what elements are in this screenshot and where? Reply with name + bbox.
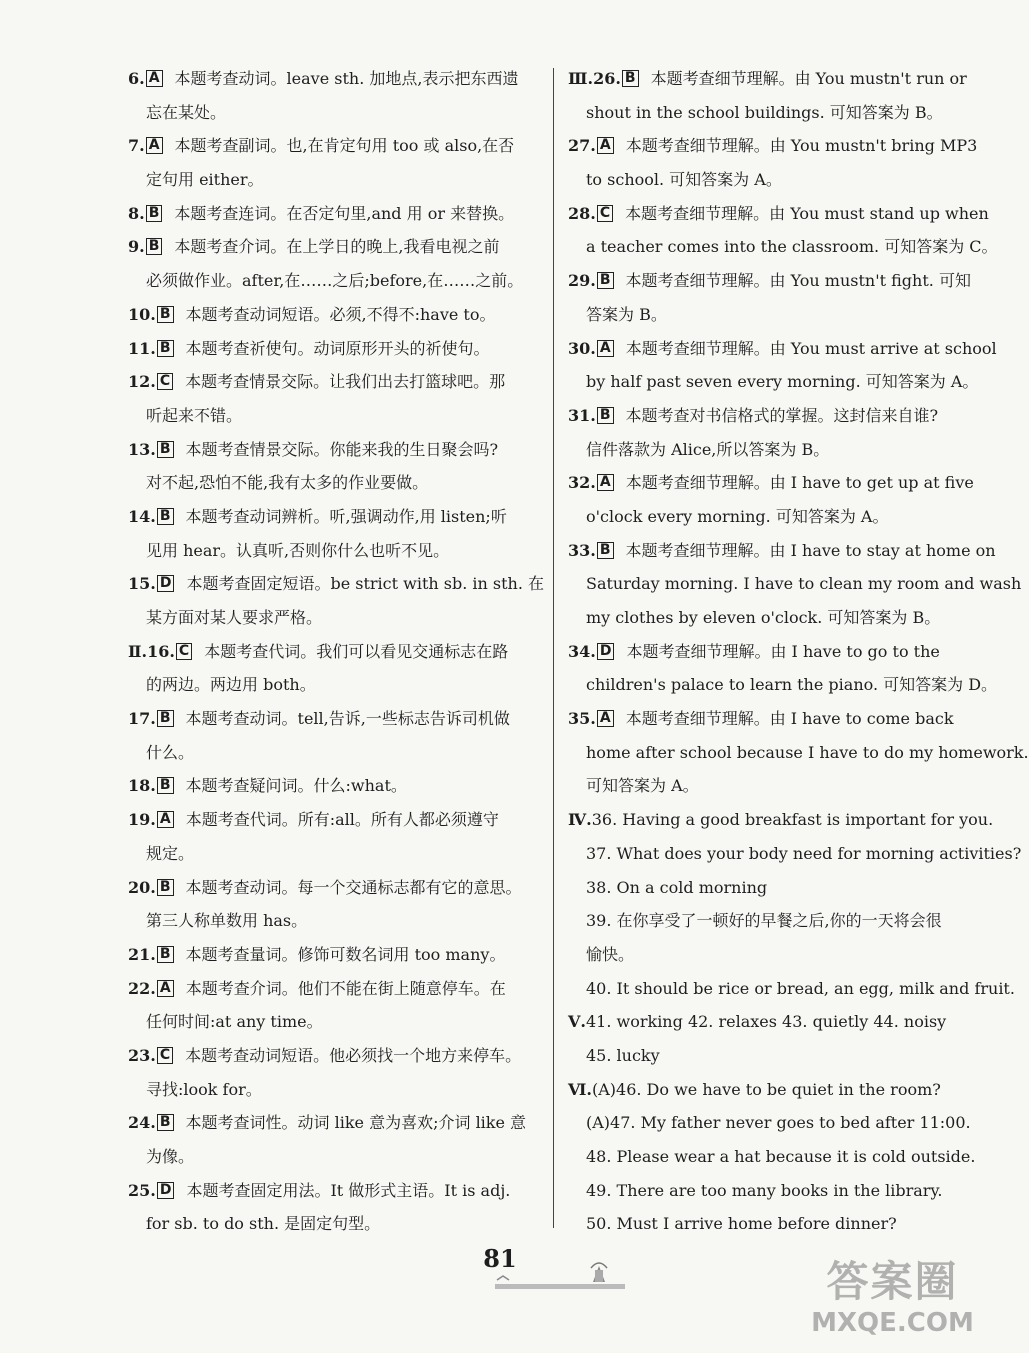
explanation-text: 49. There are too many books in the library. xyxy=(586,1180,943,1200)
answer-letter: C xyxy=(157,373,173,390)
question-line xyxy=(128,769,536,803)
question-line xyxy=(568,534,996,568)
explanation-text: 本题考查对书信格式的掌握。这封信来自谁? xyxy=(625,405,939,425)
explanation-text: 本题考查细节理解。由 I have to get up at five xyxy=(625,473,974,493)
explanation-text: a teacher comes into the classroom. 可知答案为 C。 xyxy=(586,237,998,257)
section-marker: Ⅲ. xyxy=(568,69,594,88)
explanation-text: 本题考查情景交际。让我们出去打篮球吧。那 xyxy=(185,372,506,392)
continuation-line xyxy=(128,904,536,938)
question-line xyxy=(128,871,536,905)
question-number: 28. xyxy=(568,203,596,223)
question-number: 12. xyxy=(128,372,156,392)
question-line xyxy=(128,1174,536,1208)
question-line xyxy=(128,129,536,163)
question-number: 24. xyxy=(128,1113,156,1133)
answer-letter: B xyxy=(157,340,174,357)
answer-letter: B xyxy=(157,946,174,963)
explanation-text: to school. 可知答案为 A。 xyxy=(586,170,782,190)
answer-letter: B xyxy=(157,1114,174,1131)
section-marker: Ⅳ. xyxy=(568,810,592,830)
continuation-line xyxy=(568,972,1015,1006)
continuation-line xyxy=(128,534,536,568)
explanation-text: 本题考查动词。每一个交通标志都有它的意思。 xyxy=(185,877,522,897)
question-number: 33. xyxy=(568,540,596,560)
question-line xyxy=(568,332,997,366)
continuation-line xyxy=(568,871,973,905)
continuation-line xyxy=(568,601,973,635)
explanation-text: 本题考查介词。他们不能在街上随意停车。在 xyxy=(185,978,506,998)
continuation-line xyxy=(568,230,998,264)
continuation-line xyxy=(128,668,536,702)
explanation-text: 本题考查动词。tell,告诉,一些标志告诉司机做 xyxy=(185,709,510,729)
continuation-line xyxy=(568,1174,973,1208)
explanation-text: 听起来不错。 xyxy=(146,405,243,425)
answer-letter: B xyxy=(157,710,174,727)
question-number: 31. xyxy=(568,405,596,425)
continuation-line xyxy=(128,466,536,500)
question-number: 9. xyxy=(128,237,145,257)
question-line xyxy=(568,635,973,669)
question-line xyxy=(128,938,536,972)
explanation-text: 为像。 xyxy=(146,1147,195,1166)
answer-letter: A xyxy=(157,811,174,828)
explanation-text: 38. On a cold morning xyxy=(586,877,768,897)
section-marker: Ⅱ. xyxy=(128,641,148,661)
explanation-text: 可知答案为 A。 xyxy=(586,776,699,796)
explanation-text: 本题考查细节理解。由 You mustn't run or xyxy=(650,69,967,88)
explanation-text: 第三人称单数用 has。 xyxy=(146,911,308,931)
explanation-text: 本题考查细节理解。由 You must stand up when xyxy=(625,203,989,223)
explanation-text: 定句用 either。 xyxy=(146,170,264,190)
explanation-text: 本题考查固定短语。be strict with sb. in sth. 在 xyxy=(186,574,545,594)
question-number: 25. xyxy=(128,1180,156,1200)
question-line xyxy=(128,298,536,332)
explanation-text: 45. lucky xyxy=(586,1045,660,1065)
explanation-text: 本题考查疑问词。什么:what。 xyxy=(185,776,407,796)
question-line xyxy=(568,466,973,500)
explanation-text: 本题考查量词。修饰可数名词用 too many。 xyxy=(185,944,506,964)
continuation-line xyxy=(568,904,973,938)
answer-letter: B xyxy=(146,238,163,255)
question-line xyxy=(568,62,973,96)
question-line xyxy=(568,197,989,231)
explanation-text: 寻找:look for。 xyxy=(146,1079,262,1099)
continuation-line xyxy=(128,736,536,770)
explanation-text: 本题考查情景交际。你能来我的生日聚会吗? xyxy=(185,439,499,459)
explanation-text: 39. 在你享受了一顿好的早餐之后,你的一天将会很 xyxy=(586,911,942,931)
explanation-text: 本题考查动词短语。他必须找一个地方来停车。 xyxy=(185,1045,522,1065)
left-column xyxy=(128,62,545,1241)
continuation-line xyxy=(568,1039,973,1073)
continuation-line xyxy=(568,298,973,332)
question-line xyxy=(128,62,536,96)
explanation-text: 见用 hear。认真听,否则你什么也听不见。 xyxy=(146,540,450,560)
question-number: 34. xyxy=(568,641,596,661)
answer-letter: A xyxy=(597,340,614,357)
continuation-line xyxy=(128,1140,536,1174)
explanation-text: 本题考查细节理解。由 You mustn't fight. 可知 xyxy=(625,271,971,291)
explanation-text: 48. Please wear a hat because it is cold outside. xyxy=(586,1147,976,1166)
answer-letter: B xyxy=(597,407,614,424)
question-number: 27. xyxy=(568,136,596,156)
explanation-text: 本题考查副词。也,在肯定句用 too 或 also,在否 xyxy=(174,136,515,156)
explanation-text: 37. What does your body need for morning activities? xyxy=(586,843,1022,863)
question-number: 6. xyxy=(128,69,145,88)
explanation-text: 本题考查词性。动词 like 意为喜欢;介词 like 意 xyxy=(185,1113,527,1133)
question-number: 23. xyxy=(128,1045,156,1065)
continuation-line xyxy=(568,938,973,972)
explanation-text: 忘在某处。 xyxy=(146,102,227,122)
question-number: 7. xyxy=(128,136,145,156)
question-line xyxy=(128,702,536,736)
explanation-text: 本题考查固定用法。It 做形式主语。It is adj. xyxy=(186,1180,511,1200)
question-number: 19. xyxy=(128,810,156,830)
question-number: 18. xyxy=(128,776,156,796)
section-marker: Ⅵ. xyxy=(568,1079,592,1099)
continuation-line xyxy=(568,567,1022,601)
explanation-text: 本题考查代词。所有:all。所有人都必须遵守 xyxy=(185,810,499,830)
explanation-text: 本题考查祈使句。动词原形开头的祈使句。 xyxy=(185,338,490,358)
continuation-line xyxy=(568,96,973,130)
answer-letter: B xyxy=(157,879,174,896)
continuation-line xyxy=(568,736,1029,770)
explanation-text: 41. working 42. relaxes 43. quietly 44. noisy xyxy=(585,1012,947,1032)
continuation-line xyxy=(568,769,973,803)
question-line xyxy=(568,129,978,163)
question-line xyxy=(128,635,536,669)
explanation-text: 的两边。两边用 both。 xyxy=(146,675,316,695)
answer-letter: B xyxy=(597,272,614,289)
answer-letter: A xyxy=(597,710,614,727)
explanation-text: 本题考查代词。我们可以看见交通标志在路 xyxy=(204,641,509,661)
answer-letter: B xyxy=(146,205,163,222)
answer-letter: C xyxy=(157,1047,173,1064)
explanation-text: 50. Must I arrive home before dinner? xyxy=(586,1214,897,1234)
continuation-line xyxy=(568,500,973,534)
explanation-text: 本题考查连词。在否定句里,and 用 or 来替换。 xyxy=(174,203,515,223)
explanation-text: 36. Having a good breakfast is important for you. xyxy=(591,810,994,830)
answer-letter: A xyxy=(597,474,614,491)
explanation-text: 必须做作业。after,在……之后;before,在……之前。 xyxy=(146,271,524,291)
continuation-line xyxy=(568,1140,976,1174)
question-number: 20. xyxy=(128,877,156,897)
answer-letter: A xyxy=(597,137,614,154)
explanation-text: 什么。 xyxy=(146,742,195,762)
question-line xyxy=(128,365,536,399)
continuation-line xyxy=(568,668,998,702)
right-column xyxy=(568,62,1029,1241)
answer-letter: A xyxy=(146,137,163,154)
question-line xyxy=(128,567,545,601)
explanation-text: 本题考查介词。在上学日的晚上,我看电视之前 xyxy=(174,237,500,257)
continuation-line xyxy=(128,264,536,298)
continuation-line xyxy=(568,433,973,467)
answer-letter: B xyxy=(157,777,174,794)
explanation-text: 本题考查细节理解。由 I have to go to the xyxy=(626,641,940,661)
explanation-text: 本题考查细节理解。由 You must arrive at school xyxy=(625,338,997,358)
column-divider xyxy=(553,68,554,1228)
answer-letter: A xyxy=(146,70,163,87)
answer-letter: D xyxy=(157,575,175,592)
continuation-line xyxy=(568,1106,973,1140)
watermark xyxy=(790,1258,995,1350)
question-line xyxy=(128,1039,536,1073)
question-line xyxy=(568,264,973,298)
question-number: 8. xyxy=(128,203,145,223)
question-number: 35. xyxy=(568,709,596,729)
question-line xyxy=(568,702,973,736)
answer-letter: A xyxy=(157,980,174,997)
answer-letter: D xyxy=(597,643,615,660)
continuation-line xyxy=(128,837,536,871)
explanation-text: home after school because I have to do my homework. xyxy=(586,742,1029,762)
continuation-line xyxy=(128,601,536,635)
question-number: 13. xyxy=(128,439,156,459)
question-line xyxy=(128,803,536,837)
explanation-text: 答案为 B。 xyxy=(586,304,667,324)
continuation-line xyxy=(568,803,994,837)
question-line xyxy=(128,1106,536,1140)
continuation-line xyxy=(568,1073,973,1107)
continuation-line xyxy=(568,1207,973,1241)
question-number: 17. xyxy=(128,709,156,729)
explanation-text: o'clock every morning. 可知答案为 A。 xyxy=(586,506,889,526)
explanation-text: 本题考查动词辨析。听,强调动作,用 listen;听 xyxy=(185,506,507,526)
question-line xyxy=(128,230,536,264)
question-line xyxy=(128,500,536,534)
explanation-text: (A)47. My father never goes to bed after 11:00. xyxy=(586,1113,971,1133)
question-number: 16. xyxy=(147,641,175,661)
explanation-text: 本题考查动词。leave sth. 加地点,表示把东西遗 xyxy=(174,69,519,88)
continuation-line xyxy=(128,1005,536,1039)
explanation-text: (A)46. Do we have to be quiet in the room? xyxy=(591,1079,941,1099)
answer-letter: B xyxy=(157,441,174,458)
question-number: 22. xyxy=(128,978,156,998)
section-marker: Ⅴ. xyxy=(568,1012,586,1032)
page-number: 81 xyxy=(483,1244,517,1273)
question-line xyxy=(128,197,536,231)
continuation-line xyxy=(128,163,536,197)
explanation-text: 本题考查细节理解。由 You mustn't bring MP3 xyxy=(625,136,978,156)
continuation-line xyxy=(128,399,536,433)
continuation-line xyxy=(128,1207,536,1241)
explanation-text: 本题考查细节理解。由 I have to come back xyxy=(625,709,954,729)
answer-letter: C xyxy=(176,643,192,660)
explanation-text: by half past seven every morning. 可知答案为 A。 xyxy=(586,372,979,392)
question-line xyxy=(128,332,536,366)
question-number: 21. xyxy=(128,944,156,964)
answer-letter: B xyxy=(597,542,614,559)
explanation-text: 40. It should be rice or bread, an egg, milk and fruit. xyxy=(586,978,1015,998)
answer-letter: B xyxy=(622,70,639,87)
continuation-line xyxy=(128,1073,536,1107)
question-number: 26. xyxy=(593,69,621,88)
explanation-text: 信件落款为 Alice,所以答案为 B。 xyxy=(586,439,830,459)
explanation-text: for sb. to do sth. 是固定句型。 xyxy=(146,1214,381,1234)
explanation-text: children's palace to learn the piano. 可知答案为 D。 xyxy=(586,675,998,695)
explanation-text: shout in the school buildings. 可知答案为 B。 xyxy=(586,102,943,122)
question-number: 15. xyxy=(128,574,156,594)
continuation-line xyxy=(568,163,973,197)
question-line xyxy=(128,972,536,1006)
question-number: 30. xyxy=(568,338,596,358)
explanation-text: 本题考查动词短语。必须,不得不:have to。 xyxy=(185,304,496,324)
explanation-text: Saturday morning. I have to clean my room and wash xyxy=(586,574,1022,594)
watermark-logo: 答案圈 xyxy=(826,1257,959,1306)
answer-letter: C xyxy=(597,205,613,222)
question-number: 11. xyxy=(128,338,156,358)
explanation-text: 某方面对某人要求严格。 xyxy=(146,608,323,627)
question-number: 32. xyxy=(568,473,596,493)
explanation-text: my clothes by eleven o'clock. 可知答案为 B。 xyxy=(586,608,941,627)
watermark-site: MXQE.COM xyxy=(811,1308,974,1338)
answer-letter: B xyxy=(157,306,174,323)
question-line xyxy=(128,433,536,467)
explanation-text: 规定。 xyxy=(146,843,195,863)
explanation-text: 对不起,恐怕不能,我有太多的作业要做。 xyxy=(146,473,429,493)
question-line xyxy=(568,399,973,433)
question-number: 14. xyxy=(128,506,156,526)
question-number: 10. xyxy=(128,304,156,324)
continuation-line xyxy=(128,96,536,130)
answer-letter: B xyxy=(157,508,174,525)
answer-letter: D xyxy=(157,1182,175,1199)
continuation-line xyxy=(568,837,1022,871)
question-number: 29. xyxy=(568,271,596,291)
continuation-line xyxy=(568,1005,973,1039)
explanation-text: 愉快。 xyxy=(586,944,635,964)
explanation-text: 本题考查细节理解。由 I have to stay at home on xyxy=(625,540,996,560)
continuation-line xyxy=(568,365,979,399)
explanation-text: 任何时间:at any time。 xyxy=(146,1012,323,1032)
